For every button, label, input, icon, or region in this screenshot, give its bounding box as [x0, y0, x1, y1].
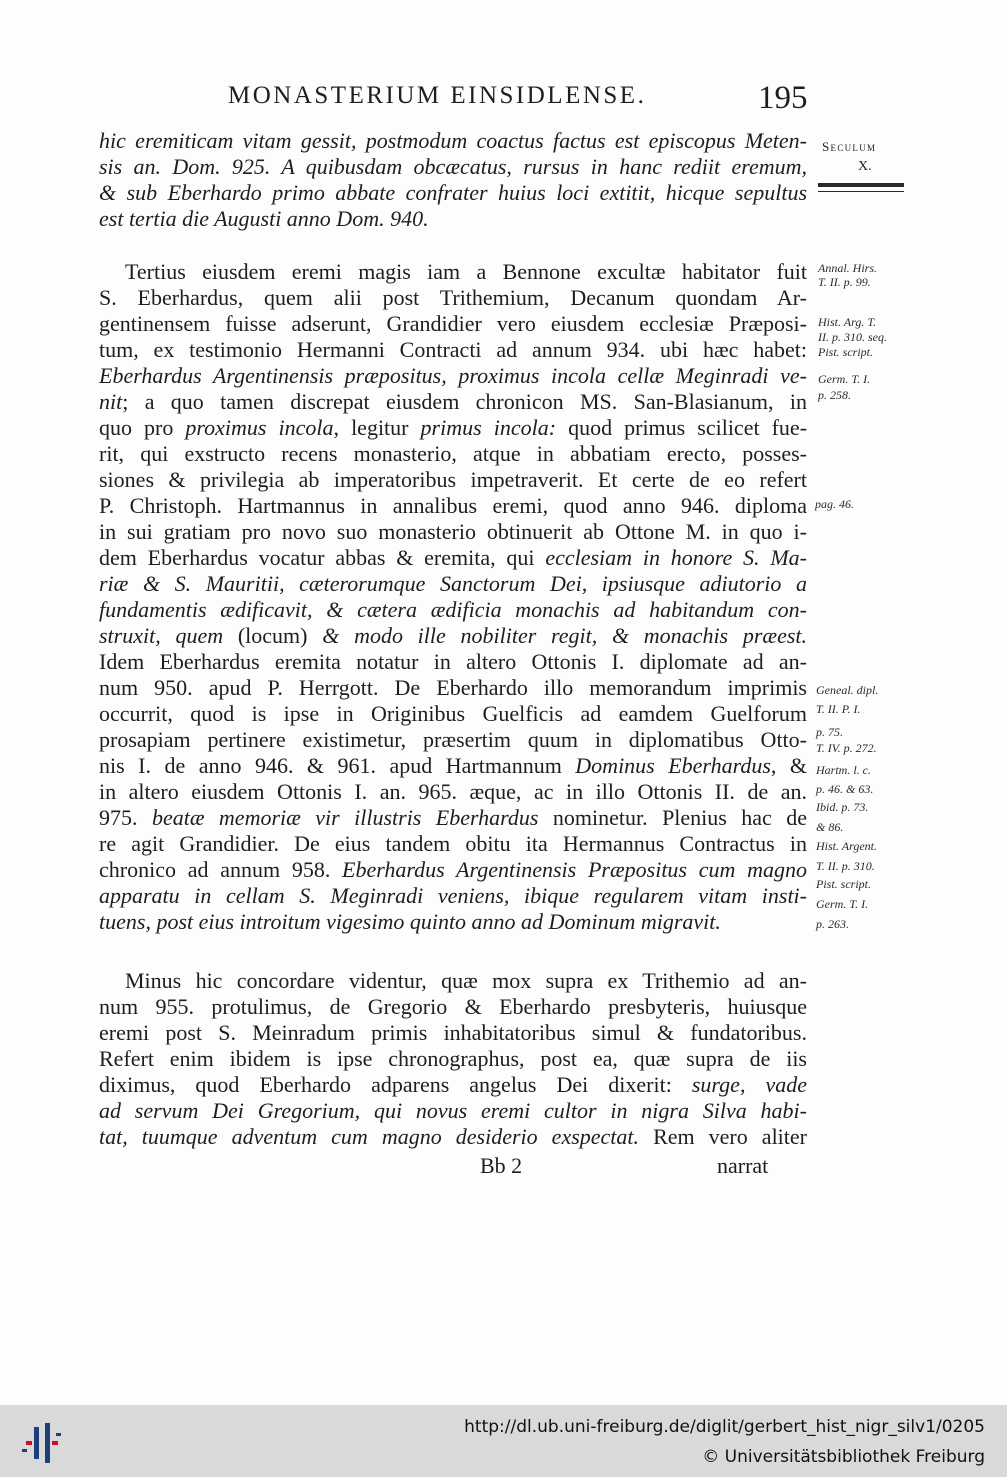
text-line: re agit Grandidier. De eius tandem obitu ita Hermannus Contractus in [99, 831, 807, 856]
text-span: Dominus Eberhardus [575, 753, 771, 778]
text-line [99, 857, 807, 883]
text-span: , legitur [333, 415, 409, 440]
text-line: siones & privilegia ab imperatoribus impetraverit. Et certe de eo refert [99, 467, 807, 492]
margin-note: T. IV. p. 272. [816, 741, 877, 755]
seculum-number: X. [858, 159, 872, 174]
text-line: Eberhardus Argentinensis præpositus, proximus incola cellæ Meginradi ve- [99, 363, 807, 388]
text-line: est tertia die Augusti anno Dom. 940. [99, 206, 429, 231]
text-line: sis an. Dom. 925. A quibusdam obcæcatus, rursus in hanc rediit eremum, [99, 154, 807, 179]
margin-note: T. II. P. I. [816, 702, 861, 716]
text-span: dem Eberhardus vocatur abbas & eremita, qui [99, 545, 535, 570]
text-line [99, 1072, 807, 1098]
divider [818, 183, 904, 187]
margin-note: Ibid. p. 73. [816, 800, 869, 814]
text-line: in sui gratiam pro novo suo monasterio obtinuerit ab Ottone M. in quo i- [99, 519, 807, 544]
signature-mark: Bb 2 [480, 1153, 523, 1178]
margin-note: Hist. Arg. T. [818, 315, 877, 329]
text-line: eremi post S. Meinradum primis inhabitatoribus simul & fundatoribus. [99, 1020, 807, 1045]
margin-note: II. p. 310. seq. [818, 330, 887, 344]
text-line: num 950. apud P. Herrgott. De Eberhardo illo memorandum imprimis [99, 675, 807, 700]
text-line [99, 389, 807, 415]
text-line [99, 805, 807, 831]
text-line: num 955. protulimus, de Gregorio & Eberhardo presbyteris, huiusque [99, 994, 807, 1019]
text-line [99, 753, 807, 779]
text-span: nit [99, 389, 123, 414]
text-span: Eberhardus Argentinensis Præpositus cum magno [342, 857, 807, 882]
running-title: MONASTERIUM EINSIDLENSE. [228, 82, 647, 109]
text-span: chronico ad annum 958. [99, 857, 331, 882]
text-span: 975. [99, 805, 138, 830]
text-line: Minus hic concordare videntur, quæ mox supra ex Trithemio ad an- [125, 968, 807, 993]
viewer-footer [0, 1405, 1007, 1477]
text-span: nominetur. Plenius hac de [552, 805, 808, 830]
text-line: P. Christoph. Hartmannus in annalibus eremi, quod anno 946. diploma [99, 493, 807, 518]
text-line: rit, qui exstructo recens monasterio, atque in abbatiam erecto, posses- [99, 441, 807, 466]
margin-note: Annal. Hirs. [818, 261, 878, 275]
text-span: nis I. de anno 946. & 961. apud Hartmannum [99, 753, 562, 778]
margin-note: p. 46. & 63. [816, 782, 874, 796]
text-span: surge, vade [691, 1072, 807, 1097]
margin-note: Pist. script. [816, 877, 872, 891]
text-line: fundamentis ædificavit, & cætera ædificia monachis ad habitandum con- [99, 597, 807, 622]
text-line: hic eremiticam vitam gessit, postmodum coactus factus est episcopus Meten- [99, 128, 807, 153]
text-span: , & [770, 753, 807, 778]
catchword: narrat [717, 1153, 769, 1178]
text-line: tum, ex testimonio Hermanni Contracti ad annum 934. ubi hæc habet: [99, 337, 807, 362]
margin-note: Hartm. l. c. [816, 763, 871, 777]
text-line [99, 1124, 807, 1150]
ub-freiburg-logo-icon [18, 1419, 66, 1467]
text-line: gentinensem fuisse adserunt, Grandidier vero eiusdem ecclesiæ Præposi- [99, 311, 807, 336]
text-line [99, 415, 807, 441]
text-span: quod primus scilicet fue- [568, 415, 808, 440]
text-line: occurrit, quod is ipse in Originibus Guelficis ad eamdem Guelforum [99, 701, 807, 726]
text-span: diximus, quod Eberhardo adparens angelus Dei dixerit: [99, 1072, 672, 1097]
text-line: prosapiam pertinere existimetur, præsertim quum in diplomatibus Otto- [99, 727, 807, 752]
margin-note: & 86. [816, 820, 844, 834]
text-line: ad servum Dei Gregorium, qui novus eremi cultor in nigra Silva habi- [99, 1098, 807, 1123]
text-span: beatæ memoriæ vir illustris Eberhardus [151, 805, 539, 830]
margin-note: Hist. Argent. [816, 839, 878, 853]
margin-note: p. 258. [818, 388, 851, 402]
text-span: primus incola: [420, 415, 557, 440]
text-span: tat, tuumque adventum cum magno desiderio exspectat. [99, 1124, 640, 1149]
text-span: struxit, quem [99, 623, 224, 648]
text-span: proximus incola [185, 415, 334, 440]
divider [818, 191, 904, 192]
text-line: Idem Eberhardus eremita notatur in altero Ottonis I. diplomate ad an- [99, 649, 807, 674]
margin-note: T. II. p. 310. [816, 859, 875, 873]
text-line: Tertius eiusdem eremi magis iam a Bennone excultæ habitator fuit [125, 259, 807, 284]
permalink-url[interactable]: http://dl.ub.uni-freiburg.de/diglit/gerbert_hist_nigr_silv1/0205 [464, 1417, 985, 1437]
text-span: Rem vero aliter [653, 1124, 807, 1149]
margin-note: Germ. T. I. [816, 897, 869, 911]
margin-note: T. II. p. 99. [818, 275, 871, 289]
text-span: & modo ille nobiliter regit, & monachis præest. [322, 623, 808, 648]
margin-note: Pist. script. [818, 345, 874, 359]
text-line: tuens, post eius introitum vigesimo quinto anno ad Dominum migravit. [99, 909, 721, 934]
margin-note: Geneal. dipl. [816, 683, 879, 697]
text-span: (locum) [237, 623, 308, 648]
text-line [99, 545, 807, 571]
text-line: in altero eiusdem Ottonis I. an. 965. æque, ac in illo Ottonis II. de an. [99, 779, 807, 804]
text-line: S. Eberhardus, quem alii post Trithemium, Decanum quondam Ar- [99, 285, 807, 310]
text-line: riæ & S. Mauritii, cæterorumque Sanctorum Dei, ipsiusque adiutorio a [99, 571, 807, 596]
seculum-label: Seculum [822, 139, 877, 154]
text-line [99, 623, 807, 649]
text-line: Refert enim ibidem is ipse chronographus, post ea, quæ supra de iis [99, 1046, 807, 1071]
margin-note: Germ. T. I. [818, 372, 871, 386]
page-number: 195 [758, 80, 808, 116]
text-span: ; a quo tamen discrepat eiusdem chronicon MS. San-Blasianum, in [122, 389, 807, 414]
copyright-notice: © Universitätsbibliothek Freiburg [702, 1447, 985, 1467]
text-span: quo pro [99, 415, 174, 440]
text-line: & sub Eberhardo primo abbate confrater huius loci extitit, hicque sepultus [99, 180, 807, 205]
text-line: apparatu in cellam S. Meginradi veniens, ibique regularem vitam insti- [99, 883, 807, 908]
margin-note: pag. 46. [815, 497, 854, 511]
text-span: ecclesiam in honore S. Ma- [545, 545, 807, 570]
margin-note: p. 263. [816, 917, 849, 931]
margin-note: p. 75. [816, 725, 843, 739]
